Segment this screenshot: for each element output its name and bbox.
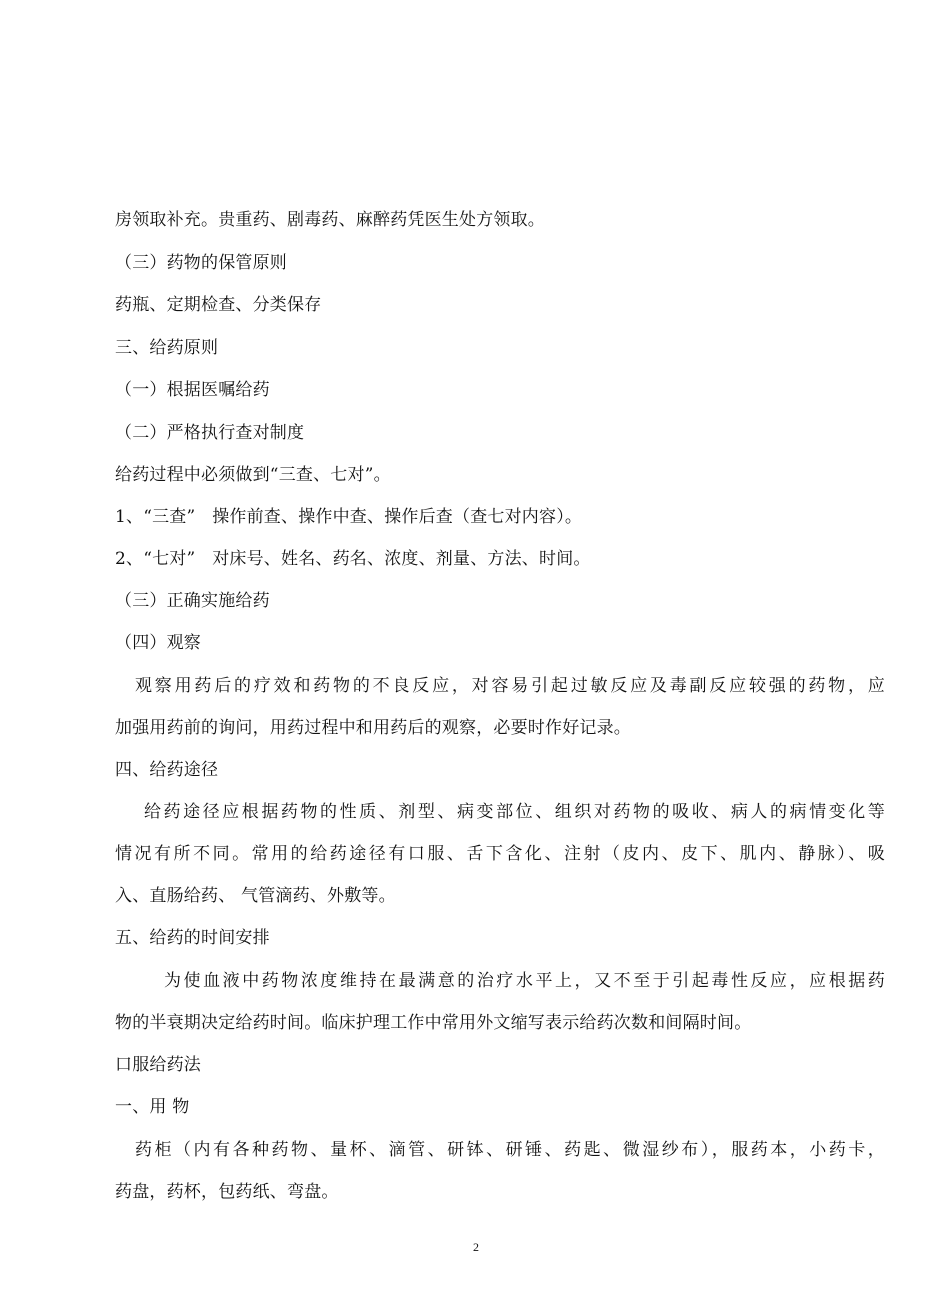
heading-timing: 五、给药的时间安排 bbox=[115, 928, 270, 948]
heading-oral-administration: 口服给药法 bbox=[115, 1055, 201, 1075]
text-line: 给药过程中必须做到“三查、七对”。 bbox=[115, 465, 391, 485]
subheading-observation: （四）观察 bbox=[115, 633, 201, 653]
paragraph-line: 观察用药后的疗效和药物的不良反应，对容易引起过敏反应及毒副反应较强的药物，应 bbox=[135, 676, 885, 696]
paragraph-line: 药盘，药杯，包药纸、弯盘。 bbox=[115, 1182, 339, 1202]
paragraph-line: 入、直肠给药、 气管滴药、外敷等。 bbox=[115, 886, 396, 906]
paragraph-line: 为使血液中药物浓度维持在最满意的治疗水平上，又不至于引起毒性反应，应根据药 bbox=[164, 971, 885, 991]
subheading-check-system: （二）严格执行查对制度 bbox=[115, 423, 305, 443]
paragraph-line: 给药途径应根据药物的性质、剂型、病变部位、组织对药物的吸收、病人的病情变化等 bbox=[144, 802, 885, 822]
text-line: 2、“七对” 对床号、姓名、药名、浓度、剂量、方法、时间。 bbox=[115, 549, 591, 569]
page-number: 2 bbox=[473, 1240, 479, 1254]
paragraph-line: 情况有所不同。常用的给药途径有口服、舌下含化、注射（皮内、皮下、肌内、静脉）、吸 bbox=[115, 844, 885, 864]
subheading-by-order: （一）根据医嘱给药 bbox=[115, 380, 270, 400]
heading-supplies: 一、用 物 bbox=[115, 1097, 190, 1117]
text-line: 1、“三查” 操作前查、操作中查、操作后查（查七对内容）。 bbox=[115, 507, 583, 527]
text-line: 药瓶、定期检查、分类保存 bbox=[115, 295, 322, 315]
heading-dosing-principles: 三、给药原则 bbox=[115, 338, 219, 358]
heading-routes: 四、给药途径 bbox=[115, 760, 219, 780]
paragraph-line: 药柜（内有各种药物、量杯、滴管、研钵、研锤、药匙、微湿纱布），服药本，小药卡， bbox=[135, 1140, 885, 1160]
paragraph-line: 物的半衰期决定给药时间。临床护理工作中常用外文缩写表示给药次数和间隔时间。 bbox=[115, 1013, 752, 1033]
subheading-correct-administration: （三）正确实施给药 bbox=[115, 591, 270, 611]
paragraph-line: 加强用药前的询问，用药过程中和用药后的观察，必要时作好记录。 bbox=[115, 718, 631, 738]
text-line: 房领取补充。贵重药、剧毒药、麻醉药凭医生处方领取。 bbox=[115, 210, 545, 230]
subheading-storage-principles: （三）药物的保管原则 bbox=[115, 253, 287, 273]
